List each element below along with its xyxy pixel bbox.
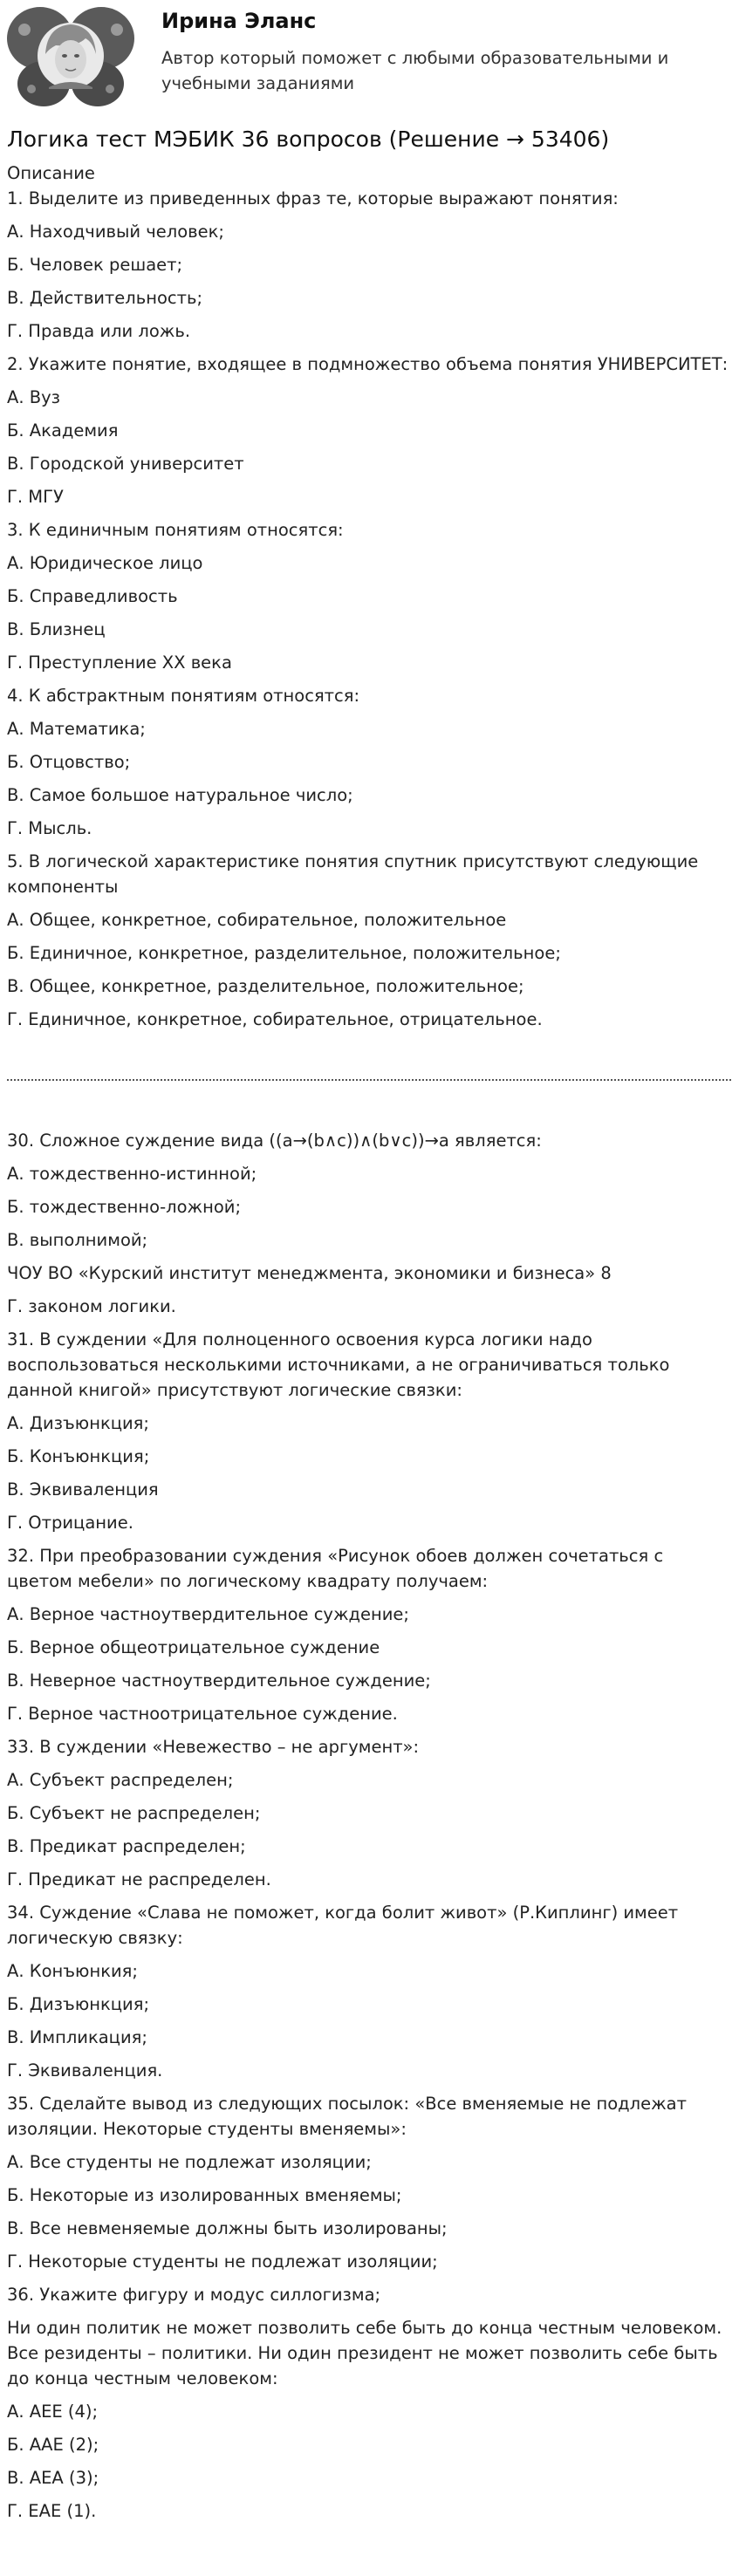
question-text: 5. В логической характеристике понятия спутник присутствуют следующие компоненты <box>7 851 699 897</box>
questions-part-1 <box>7 186 731 1032</box>
answer-option: Б. Дизъюнкция; <box>7 1994 150 2014</box>
question-text: 30. Сложное суждение вида ((a→(b∧c))∧(b∨c))→a является: <box>7 1131 542 1151</box>
answer-option: Б. Верное общеотрицательное суждение <box>7 1637 380 1657</box>
answer-option: Г. Предикат не распределен. <box>7 1869 271 1889</box>
answer-option: В. Импликация; <box>7 2027 147 2047</box>
question-text: 36. Укажите фигуру и модус силлогизма; <box>7 2285 381 2305</box>
answer-option: Г. Отрицание. <box>7 1513 133 1533</box>
document-body <box>7 161 731 2532</box>
answer-option: А. Юридическое лицо <box>7 553 203 573</box>
answer-option: В. Действительность; <box>7 288 203 308</box>
answer-option: Б. Единичное, конкретное, разделительное, положительное; <box>7 943 561 963</box>
description-label: Описание <box>7 163 95 183</box>
answer-option: Б. Субъект не распределен; <box>7 1803 261 1823</box>
answer-option: Ни один политик не может позволить себе быть до конца честным человеком. Все резиденты – политики. Ни один президент не может позволить себе быть до конца честным человеком: <box>7 2318 722 2388</box>
answer-option: Г. Некоторые студенты не подлежат изоляции; <box>7 2251 438 2272</box>
answer-option: Б. тождественно-ложной; <box>7 1197 242 1217</box>
answer-option: А. Верное частноутвердительное суждение; <box>7 1604 410 1624</box>
answer-option: Б. Конъюнкция; <box>7 1446 150 1466</box>
answer-option: Г. Эквиваленция. <box>7 2060 163 2081</box>
answer-option: Г. Единичное, конкретное, собирательное, отрицательное. <box>7 1009 543 1029</box>
answer-option: А. Дизъюнкция; <box>7 1413 149 1433</box>
question-text: 31. В суждении «Для полноценного освоения курса логики надо воспользоваться несколькими источниками, а не ограничиваться только данной книгой» присутствуют логические связки: <box>7 1329 670 1400</box>
answer-option: Б. Человек решает; <box>7 255 183 275</box>
answer-option: Г. Преступление XX века <box>7 653 232 673</box>
question-text: 3. К единичным понятиям относятся: <box>7 520 344 540</box>
answer-option: В. Общее, конкретное, разделительное, положительное; <box>7 976 524 996</box>
question-text: 4. К абстрактным понятиям относятся: <box>7 686 360 706</box>
answer-option: В. Близнец <box>7 619 106 639</box>
question-text: 35. Сделайте вывод из следующих посылок: «Все вменяемые не подлежат изоляции. Некоторые студенты вменяемы»: <box>7 2094 687 2139</box>
question-text: 32. При преобразовании суждения «Рисунок обоев должен сочетаться с цветом мебели» по логическому квадрату получаем: <box>7 1546 664 1591</box>
answer-option: В. АЕА (3); <box>7 2468 99 2488</box>
answer-option: Б. Справедливость <box>7 586 178 606</box>
answer-option: А. Общее, конкретное, собирательное, положительное <box>7 910 507 930</box>
answer-option: Г. законом логики. <box>7 1296 176 1316</box>
answer-option: В. Самое большое натуральное число; <box>7 785 353 805</box>
answer-option: Г. МГУ <box>7 487 64 507</box>
author-description: Автор который поможет с любыми образовательными и учебными заданиями <box>161 48 669 93</box>
answer-option: В. выполнимой; <box>7 1230 148 1250</box>
answer-option: Г. Правда или ложь. <box>7 321 191 341</box>
document-title: Логика тест МЭБИК 36 вопросов (Решение → 53406) <box>7 126 610 152</box>
author-header <box>7 3 732 108</box>
answer-option: В. Предикат распределен; <box>7 1836 246 1856</box>
answer-option: А. Субъект распределен; <box>7 1770 234 1790</box>
answer-option: В. Все невменяемые должны быть изолированы; <box>7 2218 448 2238</box>
question-text: 34. Суждение «Слава не поможет, когда болит живот» (Р.Киплинг) имеет логическую связку: <box>7 1903 679 1948</box>
answer-option: А. Все студенты не подлежат изоляции; <box>7 2152 372 2172</box>
question-text: 1. Выделите из приведенных фраз те, которые выражают понятия: <box>7 188 619 208</box>
answer-option: А. АЕЕ (4); <box>7 2402 99 2422</box>
answer-option: Б. Отцовство; <box>7 752 131 772</box>
answer-option: А. тождественно-истинной; <box>7 1164 257 1184</box>
answer-option: ЧОУ ВО «Курский институт менеджмента, экономики и бизнеса» 8 <box>7 1263 612 1283</box>
question-text: 33. В суждении «Невежество – не аргумент»: <box>7 1737 420 1757</box>
answer-option: А. Находчивый человек; <box>7 222 225 242</box>
author-name[interactable]: Ирина Эланс <box>161 9 317 33</box>
answer-option: Б. Некоторые из изолированных вменяемы; <box>7 2185 402 2205</box>
answer-option: Б. Академия <box>7 420 119 441</box>
answer-option: Б. ААЕ (2); <box>7 2435 99 2455</box>
answer-option: В. Эквиваленция <box>7 1479 159 1500</box>
answer-option: А. Математика; <box>7 719 146 739</box>
answer-option: В. Городской университет <box>7 454 244 474</box>
answer-option: А. Конъюнкия; <box>7 1961 138 1981</box>
question-text: 2. Укажите понятие, входящее в подмножество объема понятия УНИВЕРСИТЕТ: <box>7 354 729 374</box>
answer-option: Г. Верное частноотрицательное суждение. <box>7 1704 398 1724</box>
answer-option: Г. Мысль. <box>7 818 92 838</box>
questions-part-2 <box>7 1128 731 2524</box>
answer-option: Г. ЕАЕ (1). <box>7 2501 97 2521</box>
portrait-icon <box>38 23 104 89</box>
dotted-separator <box>7 1079 731 1081</box>
author-avatar <box>7 3 134 108</box>
answer-option: В. Неверное частноутвердительное суждение; <box>7 1671 431 1691</box>
answer-option: А. Вуз <box>7 387 61 407</box>
